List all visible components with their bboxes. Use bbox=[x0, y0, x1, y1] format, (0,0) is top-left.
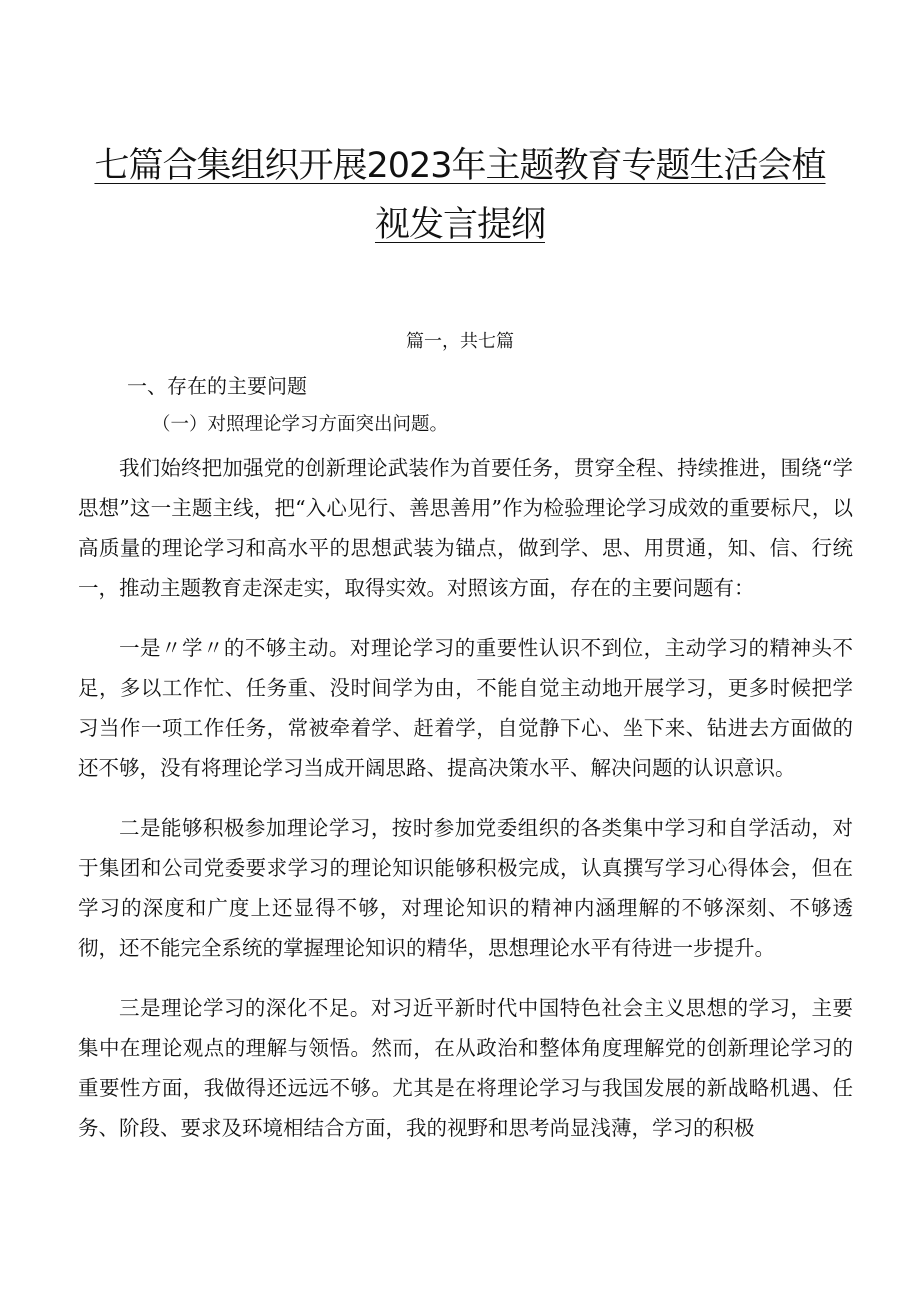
title-line-1-text: 七篇合集组织开展2023年主题教育专题生活会植 bbox=[94, 146, 826, 186]
document-subtitle: 篇一，共七篇 bbox=[406, 331, 514, 352]
paragraph-point-3: 三是理论学习的深化不足。对习近平新时代中国特色社会主义思想的学习，主要集中在理论观点的理解与领悟。然而，在从政治和整体角度理解党的创新理论学习的重要性方面，我做得还远远不够。尤其是在将理论学习与我国发展的新战略机遇、任务、阶段、要求及环境相结合方面，我的视野和思考尚显浅薄，学习的积极 bbox=[78, 996, 853, 1140]
section-heading: 一、存在的主要问题 bbox=[127, 374, 307, 398]
document-title-line-1 bbox=[0, 138, 920, 188]
document-body bbox=[78, 448, 853, 1168]
paragraph-point-1: 一是〃学〃的不够主动。对理论学习的重要性认识不到位，主动学习的精神头不足，多以工作忙、任务重、没时间学为由，不能自觉主动地开展学习，更多时候把学习当作一项工作任务，常被牵着学、赶着学，自觉静下心、坐下来、钻进去方面做的还不够，没有将理论学习当成开阔思路、提高决策水平、解决问题的认识意识。 bbox=[78, 636, 853, 780]
paragraph-intro: 我们始终把加强党的创新理论武装作为首要任务，贯穿全程、持续推进，围绕“学思想”这一主题主线，把“入心见行、善思善用”作为检验理论学习成效的重要标尺，以高质量的理论学习和高水平的思想武装为锚点，做到学、思、用贯通，知、信、行统一，推动主题教育走深走实，取得实效。对照该方面，存在的主要问题有： bbox=[78, 456, 853, 600]
title-line-2-text: 视发言提纲 bbox=[374, 205, 545, 245]
subsection-heading: （一）对照理论学习方面突出问题。 bbox=[152, 414, 449, 435]
document-title-line-2 bbox=[0, 197, 920, 247]
paragraph-point-2: 二是能够积极参加理论学习，按时参加党委组织的各类集中学习和自学活动，对于集团和公司党委要求学习的理论知识能够积极完成，认真撰写学习心得体会，但在学习的深度和广度上还显得不够，对理论知识的精神内涵理解的不够深刻、不够透彻，还不能完全系统的掌握理论知识的精华，思想理论水平有待进一步提升。 bbox=[78, 816, 853, 960]
